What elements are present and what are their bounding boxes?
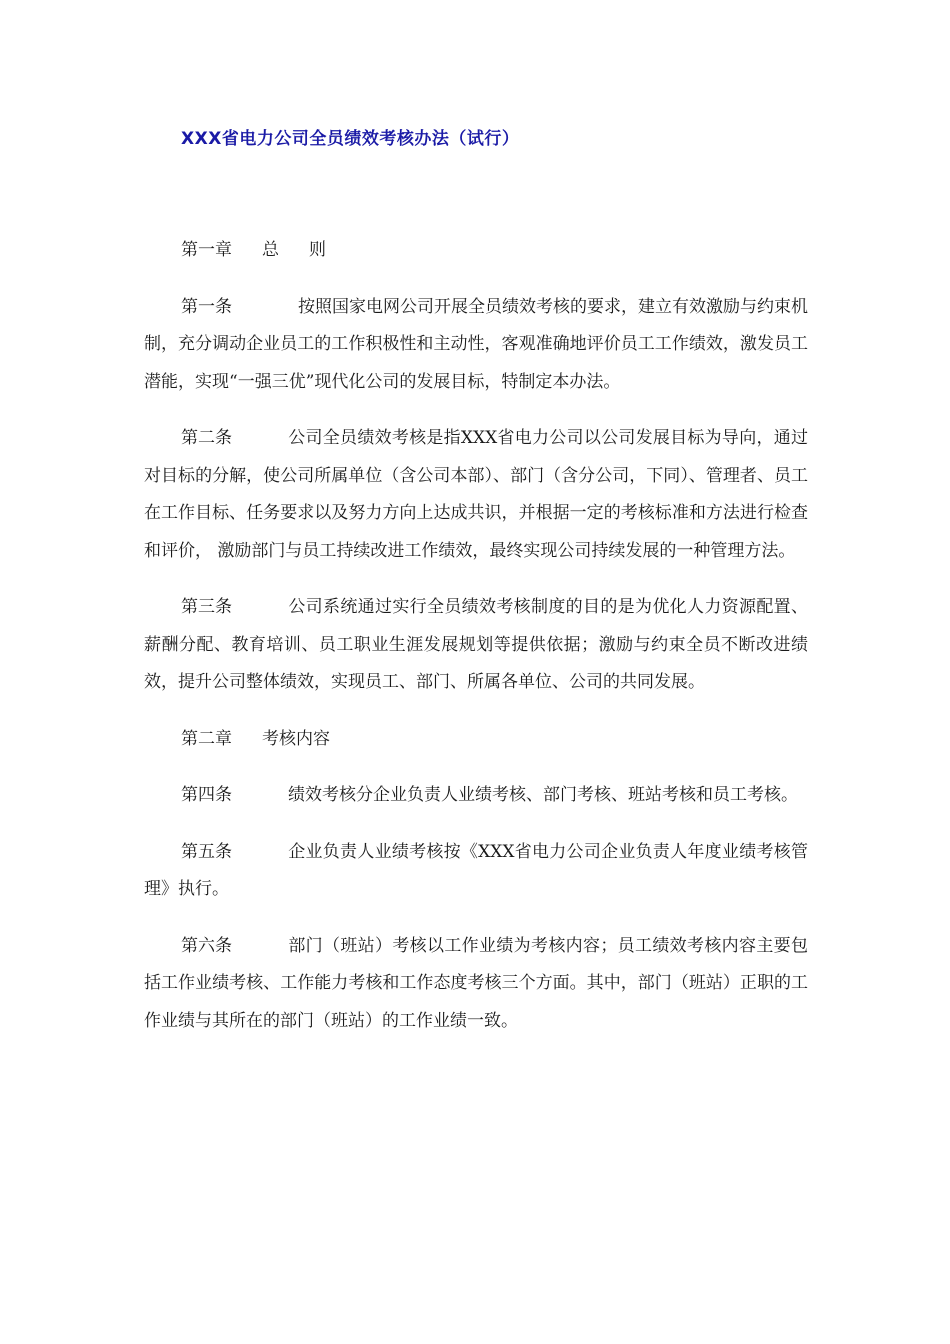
document-body bbox=[144, 232, 808, 1059]
article-3 bbox=[144, 589, 808, 702]
chapter-heading-2 bbox=[144, 721, 808, 759]
article-label: 第六条 bbox=[181, 935, 232, 956]
article-text: 企业负责人业绩考核按《XXX省电力公司企业负责人年度业绩考核管理》执行。 bbox=[144, 841, 808, 899]
article-label: 第五条 bbox=[181, 841, 232, 862]
chapter-number: 第二章 bbox=[181, 728, 232, 749]
article-2 bbox=[144, 420, 808, 570]
article-label: 第一条 bbox=[181, 296, 232, 317]
article-5 bbox=[144, 834, 808, 909]
article-text: 绩效考核分企业负责人业绩考核、部门考核、班站考核和员工考核。 bbox=[288, 785, 798, 805]
document-title: XXX省电力公司全员绩效考核办法（试行） bbox=[181, 129, 520, 149]
chapter-number: 第一章 bbox=[181, 240, 232, 260]
chapter-heading-1 bbox=[144, 232, 808, 270]
article-text: 按照国家电网公司开展全员绩效考核的要求，建立有效激励与约束机制，充分调动企业员工的工作积极性和主动性，客观准确地评价员工工作绩效，激发员工潜能，实现“一强三优”现代化公司的发展目标，特制定本办法。 bbox=[144, 296, 808, 392]
article-label: 第二条 bbox=[181, 428, 232, 448]
article-text: 公司全员绩效考核是指XXX省电力公司以公司发展目标为导向，通过对目标的分解，使公司所属单位（含公司本部）、部门（含分公司，下同）、管理者、员工在工作目标、任务要求以及努力方向上达成共识，并根据一定的考核标准和方法进行检查和评价， 激励部门与员工持续改进工作绩效，最终实现公司持续发展的一种管理方法。 bbox=[144, 428, 808, 561]
article-text: 公司系统通过实行全员绩效考核制度的目的是为优化人力资源配置、薪酬分配、教育培训、员工职业生涯发展规划等提供依据；激励与约束全员不断改进绩效，提升公司整体绩效，实现员工、部门、所属各单位、公司的共同发展。 bbox=[144, 597, 808, 692]
article-label: 第四条 bbox=[181, 785, 232, 805]
article-text: 部门（班站）考核以工作业绩为考核内容；员工绩效考核内容主要包括工作业绩考核、工作能力考核和工作态度考核三个方面。其中，部门（班站）正职的工作业绩与其所在的部门（班站）的工作业绩一致。 bbox=[144, 935, 808, 1031]
article-1 bbox=[144, 289, 808, 402]
chapter-title-part-1: 总 bbox=[262, 240, 279, 260]
article-6 bbox=[144, 928, 808, 1041]
chapter-title: 考核内容 bbox=[262, 728, 330, 749]
article-4 bbox=[144, 777, 808, 815]
article-label: 第三条 bbox=[181, 597, 232, 617]
chapter-title-part-2: 则 bbox=[309, 240, 326, 260]
